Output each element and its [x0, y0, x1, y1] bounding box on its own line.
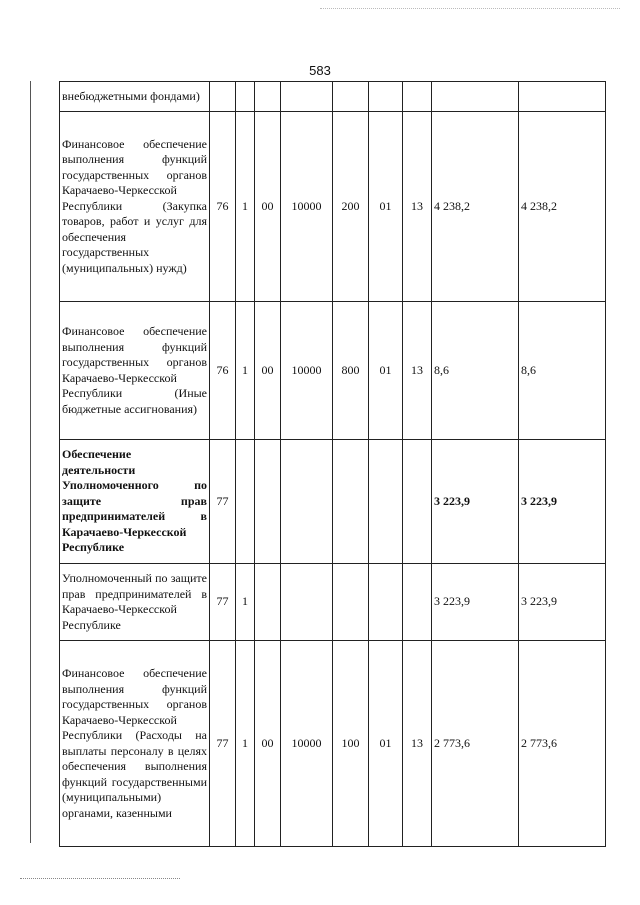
- code-cell-c3: [255, 440, 281, 564]
- amount-cell-amount2: 4 238,2: [519, 112, 606, 302]
- code-cell-c2: 1: [236, 112, 255, 302]
- code-cell-c5: 200: [333, 112, 369, 302]
- code-cell-c6: [369, 440, 403, 564]
- amount-cell-amount1: 3 223,9: [432, 440, 519, 564]
- code-cell-c4: 10000: [281, 641, 333, 847]
- code-cell-c1: 77: [210, 440, 236, 564]
- table-row: [60, 564, 606, 641]
- row-description: Финансовое обеспечение выполнения функций государственных органов Карачаево-Черкесской Республики (Расходы на выплаты персоналу в целях обеспечения выполнения функций государственными (муниципальными) органами, казенными: [60, 641, 210, 847]
- code-cell-c6: 01: [369, 302, 403, 440]
- code-cell-c4: [281, 440, 333, 564]
- code-cell-c7: [403, 440, 432, 564]
- margin-rule: [30, 81, 31, 843]
- code-cell-c7: [403, 564, 432, 641]
- code-cell-c1: 77: [210, 564, 236, 641]
- code-cell-c7: 13: [403, 641, 432, 847]
- code-cell-c5: 100: [333, 641, 369, 847]
- code-cell-c3: 00: [255, 302, 281, 440]
- code-cell-c7: 13: [403, 112, 432, 302]
- code-cell-c4: [281, 82, 333, 112]
- code-cell-c7: 13: [403, 302, 432, 440]
- scan-artifact-bottom: [20, 878, 180, 879]
- code-cell-c4: 10000: [281, 112, 333, 302]
- code-cell-c3: 00: [255, 641, 281, 847]
- table-row: [60, 302, 606, 440]
- code-cell-c2: 1: [236, 641, 255, 847]
- row-description: Финансовое обеспечение выполнения функций государственных органов Карачаево-Черкесской Республики (Закупка товаров, работ и услуг для обеспечения государственных (муниципальных) нужд): [60, 112, 210, 302]
- code-cell-c2: 1: [236, 302, 255, 440]
- code-cell-c5: 800: [333, 302, 369, 440]
- amount-cell-amount1: 8,6: [432, 302, 519, 440]
- amount-cell-amount2: [519, 82, 606, 112]
- amount-cell-amount2: 3 223,9: [519, 440, 606, 564]
- code-cell-c1: 76: [210, 112, 236, 302]
- table-row: [60, 440, 606, 564]
- row-description: Уполномоченный по защите прав предпринимателей в Карачаево-Черкесской Республике: [60, 564, 210, 641]
- amount-cell-amount1: 4 238,2: [432, 112, 519, 302]
- amount-cell-amount2: 2 773,6: [519, 641, 606, 847]
- code-cell-c6: 01: [369, 112, 403, 302]
- row-description: Финансовое обеспечение выполнения функций государственных органов Карачаево-Черкесской Республики (Иные бюджетные ассигнования): [60, 302, 210, 440]
- amount-cell-amount2: 8,6: [519, 302, 606, 440]
- code-cell-c5: [333, 440, 369, 564]
- code-cell-c3: [255, 564, 281, 641]
- table-row: [60, 112, 606, 302]
- code-cell-c3: [255, 82, 281, 112]
- code-cell-c1: [210, 82, 236, 112]
- code-cell-c5: [333, 82, 369, 112]
- amount-cell-amount1: [432, 82, 519, 112]
- code-cell-c1: 76: [210, 302, 236, 440]
- amount-cell-amount1: 2 773,6: [432, 641, 519, 847]
- code-cell-c2: [236, 440, 255, 564]
- code-cell-c2: [236, 82, 255, 112]
- code-cell-c7: [403, 82, 432, 112]
- amount-cell-amount2: 3 223,9: [519, 564, 606, 641]
- code-cell-c1: 77: [210, 641, 236, 847]
- table-row: [60, 641, 606, 847]
- table-row: [60, 82, 606, 112]
- code-cell-c5: [333, 564, 369, 641]
- code-cell-c6: [369, 564, 403, 641]
- code-cell-c2: 1: [236, 564, 255, 641]
- budget-table: [59, 81, 606, 847]
- code-cell-c4: [281, 564, 333, 641]
- code-cell-c3: 00: [255, 112, 281, 302]
- code-cell-c6: [369, 82, 403, 112]
- code-cell-c6: 01: [369, 641, 403, 847]
- row-description: внебюджетными фондами): [60, 82, 210, 112]
- amount-cell-amount1: 3 223,9: [432, 564, 519, 641]
- scan-artifact-top: [320, 8, 620, 9]
- code-cell-c4: 10000: [281, 302, 333, 440]
- page-number: 583: [309, 63, 331, 78]
- row-description: Обеспечение деятельности Уполномоченного по защите прав предпринимателей в Карачаево-Черкесской Республике: [60, 440, 210, 564]
